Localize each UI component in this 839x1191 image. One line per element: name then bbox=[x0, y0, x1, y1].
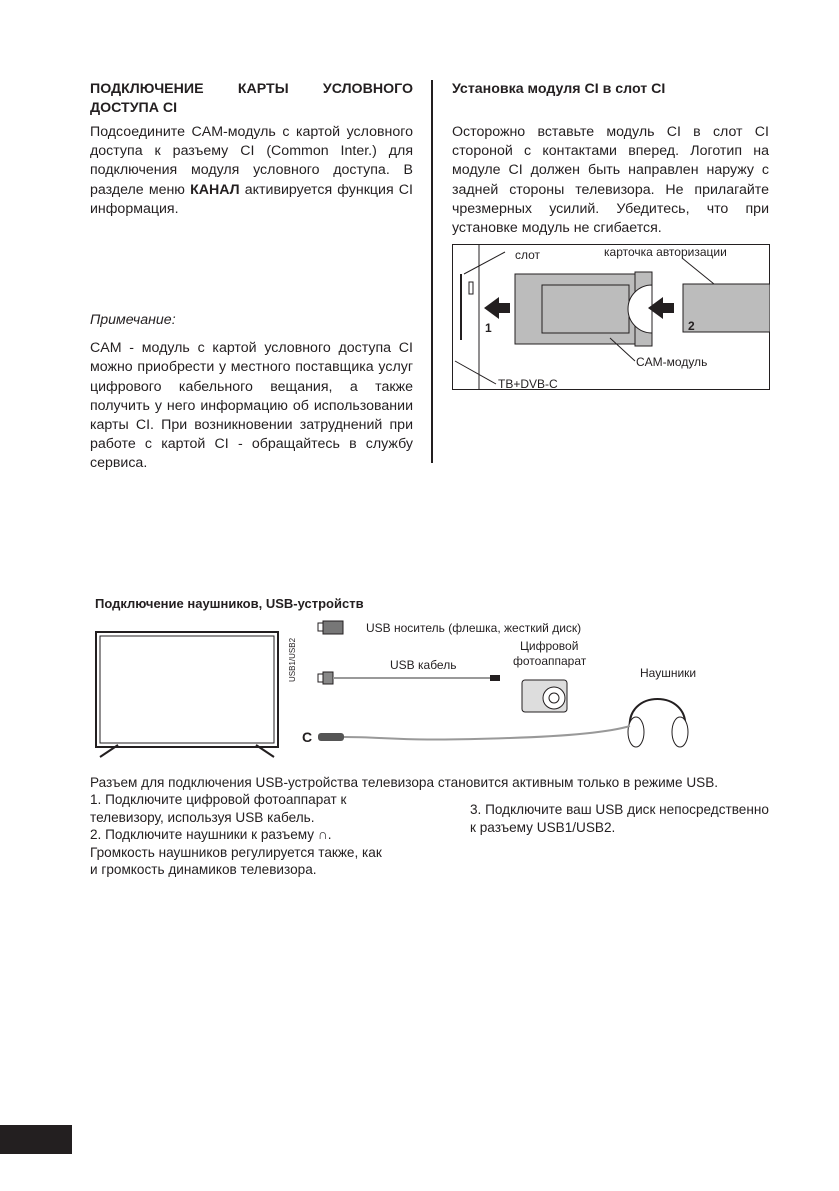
right-column bbox=[452, 80, 770, 390]
usb-steps-left bbox=[90, 791, 390, 878]
headphone-cable-icon bbox=[318, 726, 630, 741]
usb-step-3: 3. Подключите ваш USB диск непосредственно к разъему USB1/USB2. bbox=[470, 802, 769, 835]
usb-storage-icon bbox=[318, 621, 343, 634]
note-paragraph: CAM - модуль с картой условного доступа CI можно приобрести у местного поставщика услуг цифрового кабельного вещания, а также получить у него информацию об использовании карты CI. При возникновении затруднений при работе с картой CI - обращайтесь в службу сервиса. bbox=[90, 340, 413, 472]
section-heading-ci-card-line2: ДОСТУПА CI bbox=[90, 100, 178, 116]
para-text: активируется функция CI информация. bbox=[90, 181, 413, 217]
headphones-icon bbox=[628, 699, 688, 747]
usb-headphones-diagram bbox=[90, 614, 740, 759]
usb-port-label: USB1/USB2 bbox=[288, 637, 297, 682]
section-heading-usb: Подключение наушников, USB-устройств bbox=[95, 596, 364, 611]
label-cam-module: CAM-модуль bbox=[636, 355, 708, 370]
step-2-label: 2 bbox=[688, 319, 695, 334]
cam-module-diagram bbox=[452, 244, 770, 390]
usb-text-block bbox=[90, 774, 770, 878]
cam-module bbox=[515, 272, 652, 346]
camera-icon bbox=[522, 680, 567, 712]
menu-name-kanal: КАНАЛ bbox=[190, 181, 240, 198]
usb-step-2 bbox=[90, 826, 390, 878]
arrow-left-icon bbox=[484, 297, 510, 319]
column-divider bbox=[431, 80, 433, 463]
label-usb-cable: USB кабель bbox=[390, 658, 457, 672]
auth-card bbox=[683, 284, 770, 332]
headphones-symbol-icon: ∩ bbox=[317, 827, 328, 843]
slot-icon bbox=[469, 282, 473, 294]
step-2-punct: . bbox=[327, 827, 332, 843]
ci-card-paragraph bbox=[90, 123, 413, 219]
label-slot: слот bbox=[515, 248, 541, 263]
step-2-text: 2. Подключите наушники к разъему bbox=[90, 827, 318, 843]
label-camera-1: Цифровой bbox=[520, 639, 579, 653]
step-2-volume-note: Громкость наушников регулируется также, как и громкость динамиков телевизора. bbox=[90, 844, 382, 878]
section-heading-ci-install: Установка модуля CI в слот CI bbox=[452, 81, 666, 97]
tv-illustration bbox=[96, 632, 278, 757]
para-text: Подсоедините CAM-модуль с картой условного доступа к разъему CI (Common Inter.) для подключения модуля условного доступа. В разделе меню bbox=[90, 124, 413, 198]
note-label: Примечание: bbox=[90, 312, 176, 329]
label-auth-card: карточка авторизации bbox=[604, 245, 727, 260]
headphone-jack-icon: C bbox=[302, 729, 313, 745]
slot-line bbox=[460, 274, 462, 340]
left-column bbox=[90, 80, 413, 474]
label-tv-dvbc: ТВ+DVB-C bbox=[498, 377, 558, 391]
usb-intro: Разъем для подключения USB-устройства телевизора становится активным только в режиме USB. bbox=[90, 775, 719, 790]
label-camera-2: фотоаппарат bbox=[513, 654, 587, 668]
usb-steps bbox=[90, 791, 770, 878]
label-headphones: Наушники bbox=[640, 666, 697, 680]
usb-step-1: 1. Подключите цифровой фотоаппарат к телевизору, используя USB кабель. bbox=[90, 792, 347, 825]
step-1-label: 1 bbox=[485, 321, 492, 336]
usb-cable-icon bbox=[318, 672, 500, 684]
page-number-tab bbox=[0, 1125, 72, 1154]
label-usb-storage: USB носитель (флешка, жесткий диск) bbox=[366, 621, 582, 635]
section-heading-ci-card: ПОДКЛЮЧЕНИЕ КАРТЫ УСЛОВНОГО bbox=[90, 81, 413, 97]
ci-install-paragraph: Осторожно вставьте модуль CI в слот CI стороной с контактами вперед. Логотип на модуле CI должен быть направлен наружу с задней стороны телевизора. Не прилагайте чрезмерных усилий. Убедитесь, что при установке модуль не сгибается. bbox=[452, 124, 769, 237]
